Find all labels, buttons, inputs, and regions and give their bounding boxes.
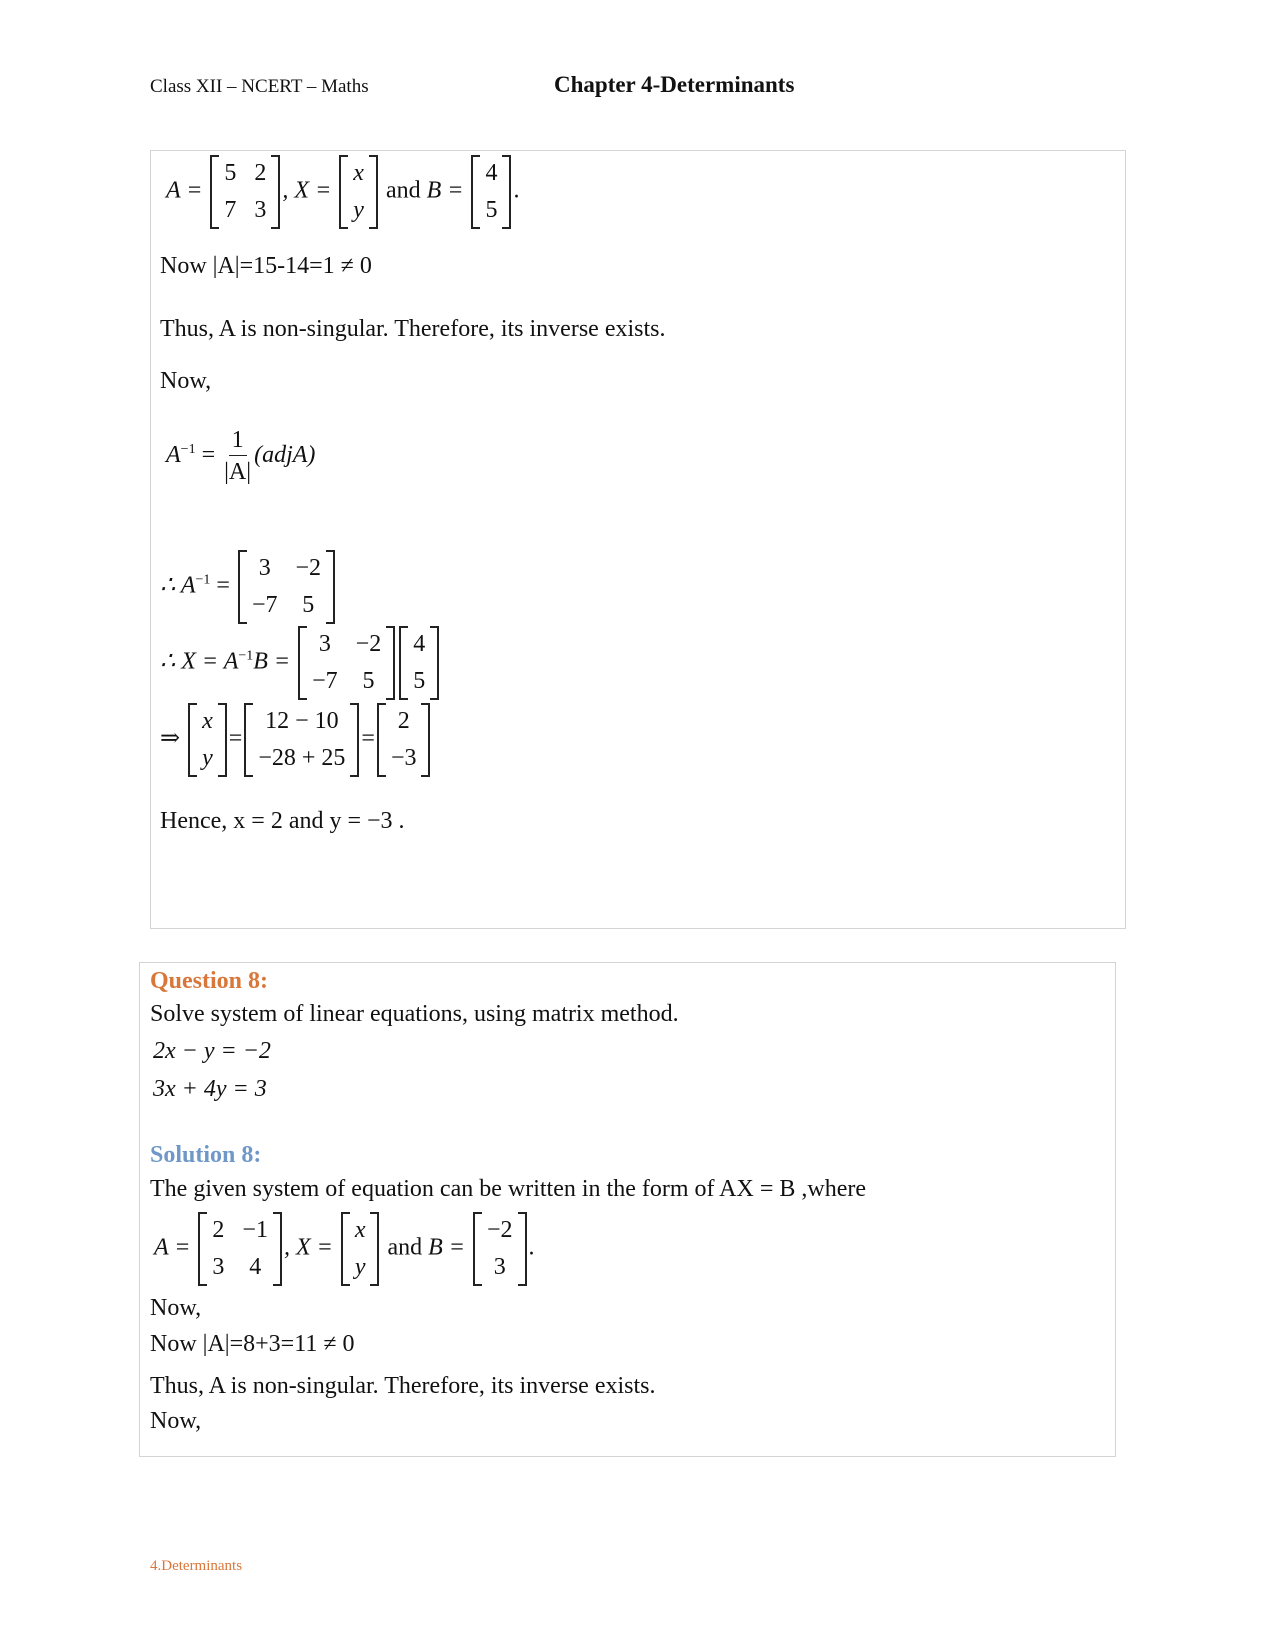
solution-title: Solution 8: — [150, 1142, 262, 1168]
numerator: 1 — [229, 425, 247, 456]
matrix-cell: −1 — [242, 1217, 268, 1243]
matrix-a — [198, 1212, 282, 1286]
matrix-cell: 2 — [254, 160, 267, 186]
now-line: Now, — [160, 368, 212, 394]
and-text: and — [385, 177, 421, 204]
matrix-a — [210, 155, 280, 229]
inverse-formula-line — [166, 425, 315, 488]
header-chapter-title: Chapter 4-Determinants — [554, 72, 795, 97]
question-title: Question 8: — [150, 968, 269, 994]
period: . — [528, 1234, 535, 1261]
matrix-definition-line — [154, 1212, 535, 1286]
matrix-cell: 3 — [254, 197, 267, 223]
matrix-cell: 3 — [318, 631, 331, 657]
matrix-cell: −28 + 25 — [258, 745, 346, 771]
period: . — [513, 177, 520, 204]
matrix-cell: −7 — [251, 592, 278, 618]
label-a: A = — [166, 177, 203, 204]
label-x: , X = — [283, 1234, 333, 1261]
matrix-cell: y — [202, 745, 213, 771]
vector-x — [339, 155, 378, 229]
implies-arrow: ⇒ — [160, 725, 181, 752]
matrix-cell: 3 — [258, 555, 271, 581]
equation-1: 2x − y = −2 — [153, 1038, 271, 1064]
vector-product — [244, 703, 359, 777]
solution-text: The given system of equation can be written in the form of AX = B ,where — [150, 1176, 867, 1202]
denominator: |A| — [224, 459, 252, 485]
matrix-definition-line — [166, 155, 519, 229]
equals: = — [216, 572, 230, 599]
matrix-cell: 3 — [212, 1254, 225, 1280]
inverse-matrix-line — [160, 550, 337, 624]
vector-result — [377, 703, 431, 777]
label-a: A = — [154, 1234, 191, 1261]
matrix-cell: 5 — [224, 160, 237, 186]
equals: = — [361, 725, 375, 752]
vector-b — [471, 155, 511, 229]
matrix-cell: −2 — [295, 555, 322, 581]
result-line — [160, 703, 432, 777]
therefore-a: ∴ A — [160, 572, 196, 599]
now-line: Now, — [150, 1408, 202, 1434]
matrix-cell: y — [354, 1254, 366, 1280]
matrix-cell: −2 — [487, 1217, 513, 1243]
equals: = — [228, 725, 243, 752]
question-text: Solve system of linear equations, using matrix method. — [150, 1001, 679, 1027]
matrix-cell: 2 — [397, 708, 410, 734]
matrix-cell: 5 — [362, 668, 375, 694]
equals: = — [201, 442, 216, 469]
label-a: A — [166, 442, 181, 469]
label-b: B = — [428, 1234, 465, 1261]
matrix-cell: 4 — [413, 631, 426, 657]
matrix-cell: 4 — [249, 1254, 262, 1280]
exponent: −1 — [238, 648, 254, 664]
matrix-cell: 2 — [212, 1217, 225, 1243]
vector-x — [188, 703, 227, 777]
matrix-cell: y — [353, 197, 364, 223]
exponent: −1 — [195, 572, 211, 588]
vector-x — [341, 1212, 380, 1286]
non-singular-line: Thus, A is non-singular. Therefore, its inverse exists. — [150, 1373, 656, 1399]
matrix-cell: 4 — [485, 160, 498, 186]
label-x: , X = — [282, 177, 332, 204]
matrix-cell: 5 — [302, 592, 315, 618]
adj-a: (adjA) — [254, 442, 316, 469]
matrix-cell: x — [354, 1217, 366, 1243]
matrix-cell: x — [353, 160, 364, 186]
matrix-a-inverse — [298, 626, 395, 700]
matrix-cell: −2 — [355, 631, 382, 657]
non-singular-line: Thus, A is non-singular. Therefore, its inverse exists. — [160, 316, 666, 342]
matrix-a-inverse — [238, 550, 335, 624]
therefore-x: ∴ X = A — [160, 648, 239, 675]
label-b: B = — [253, 648, 291, 675]
exponent: −1 — [180, 442, 196, 458]
determinant-line: Now |A|=15-14=1 ≠ 0 — [160, 253, 372, 279]
and-text: and — [387, 1234, 423, 1261]
label-b: B = — [426, 177, 464, 204]
matrix-cell: −7 — [312, 668, 338, 694]
matrix-cell: 5 — [485, 197, 498, 223]
matrix-cell: 12 − 10 — [265, 708, 339, 734]
now-line: Now, — [150, 1295, 202, 1321]
vector-b — [473, 1212, 527, 1286]
header-class-label: Class XII – NCERT – Maths — [150, 76, 369, 97]
vector-b — [399, 626, 439, 700]
footer-chapter-label: 4.Determinants — [150, 1558, 243, 1574]
x-equals-line — [160, 626, 441, 700]
matrix-cell: 7 — [224, 197, 237, 223]
matrix-cell: 5 — [413, 668, 426, 694]
matrix-cell: 3 — [493, 1254, 506, 1280]
determinant-line: Now |A|=8+3=11 ≠ 0 — [150, 1331, 355, 1357]
matrix-cell: −3 — [390, 745, 417, 771]
matrix-cell: x — [202, 708, 213, 734]
fraction — [224, 425, 251, 488]
conclusion-line: Hence, x = 2 and y = −3 . — [160, 808, 405, 834]
equation-2: 3x + 4y = 3 — [153, 1076, 267, 1102]
